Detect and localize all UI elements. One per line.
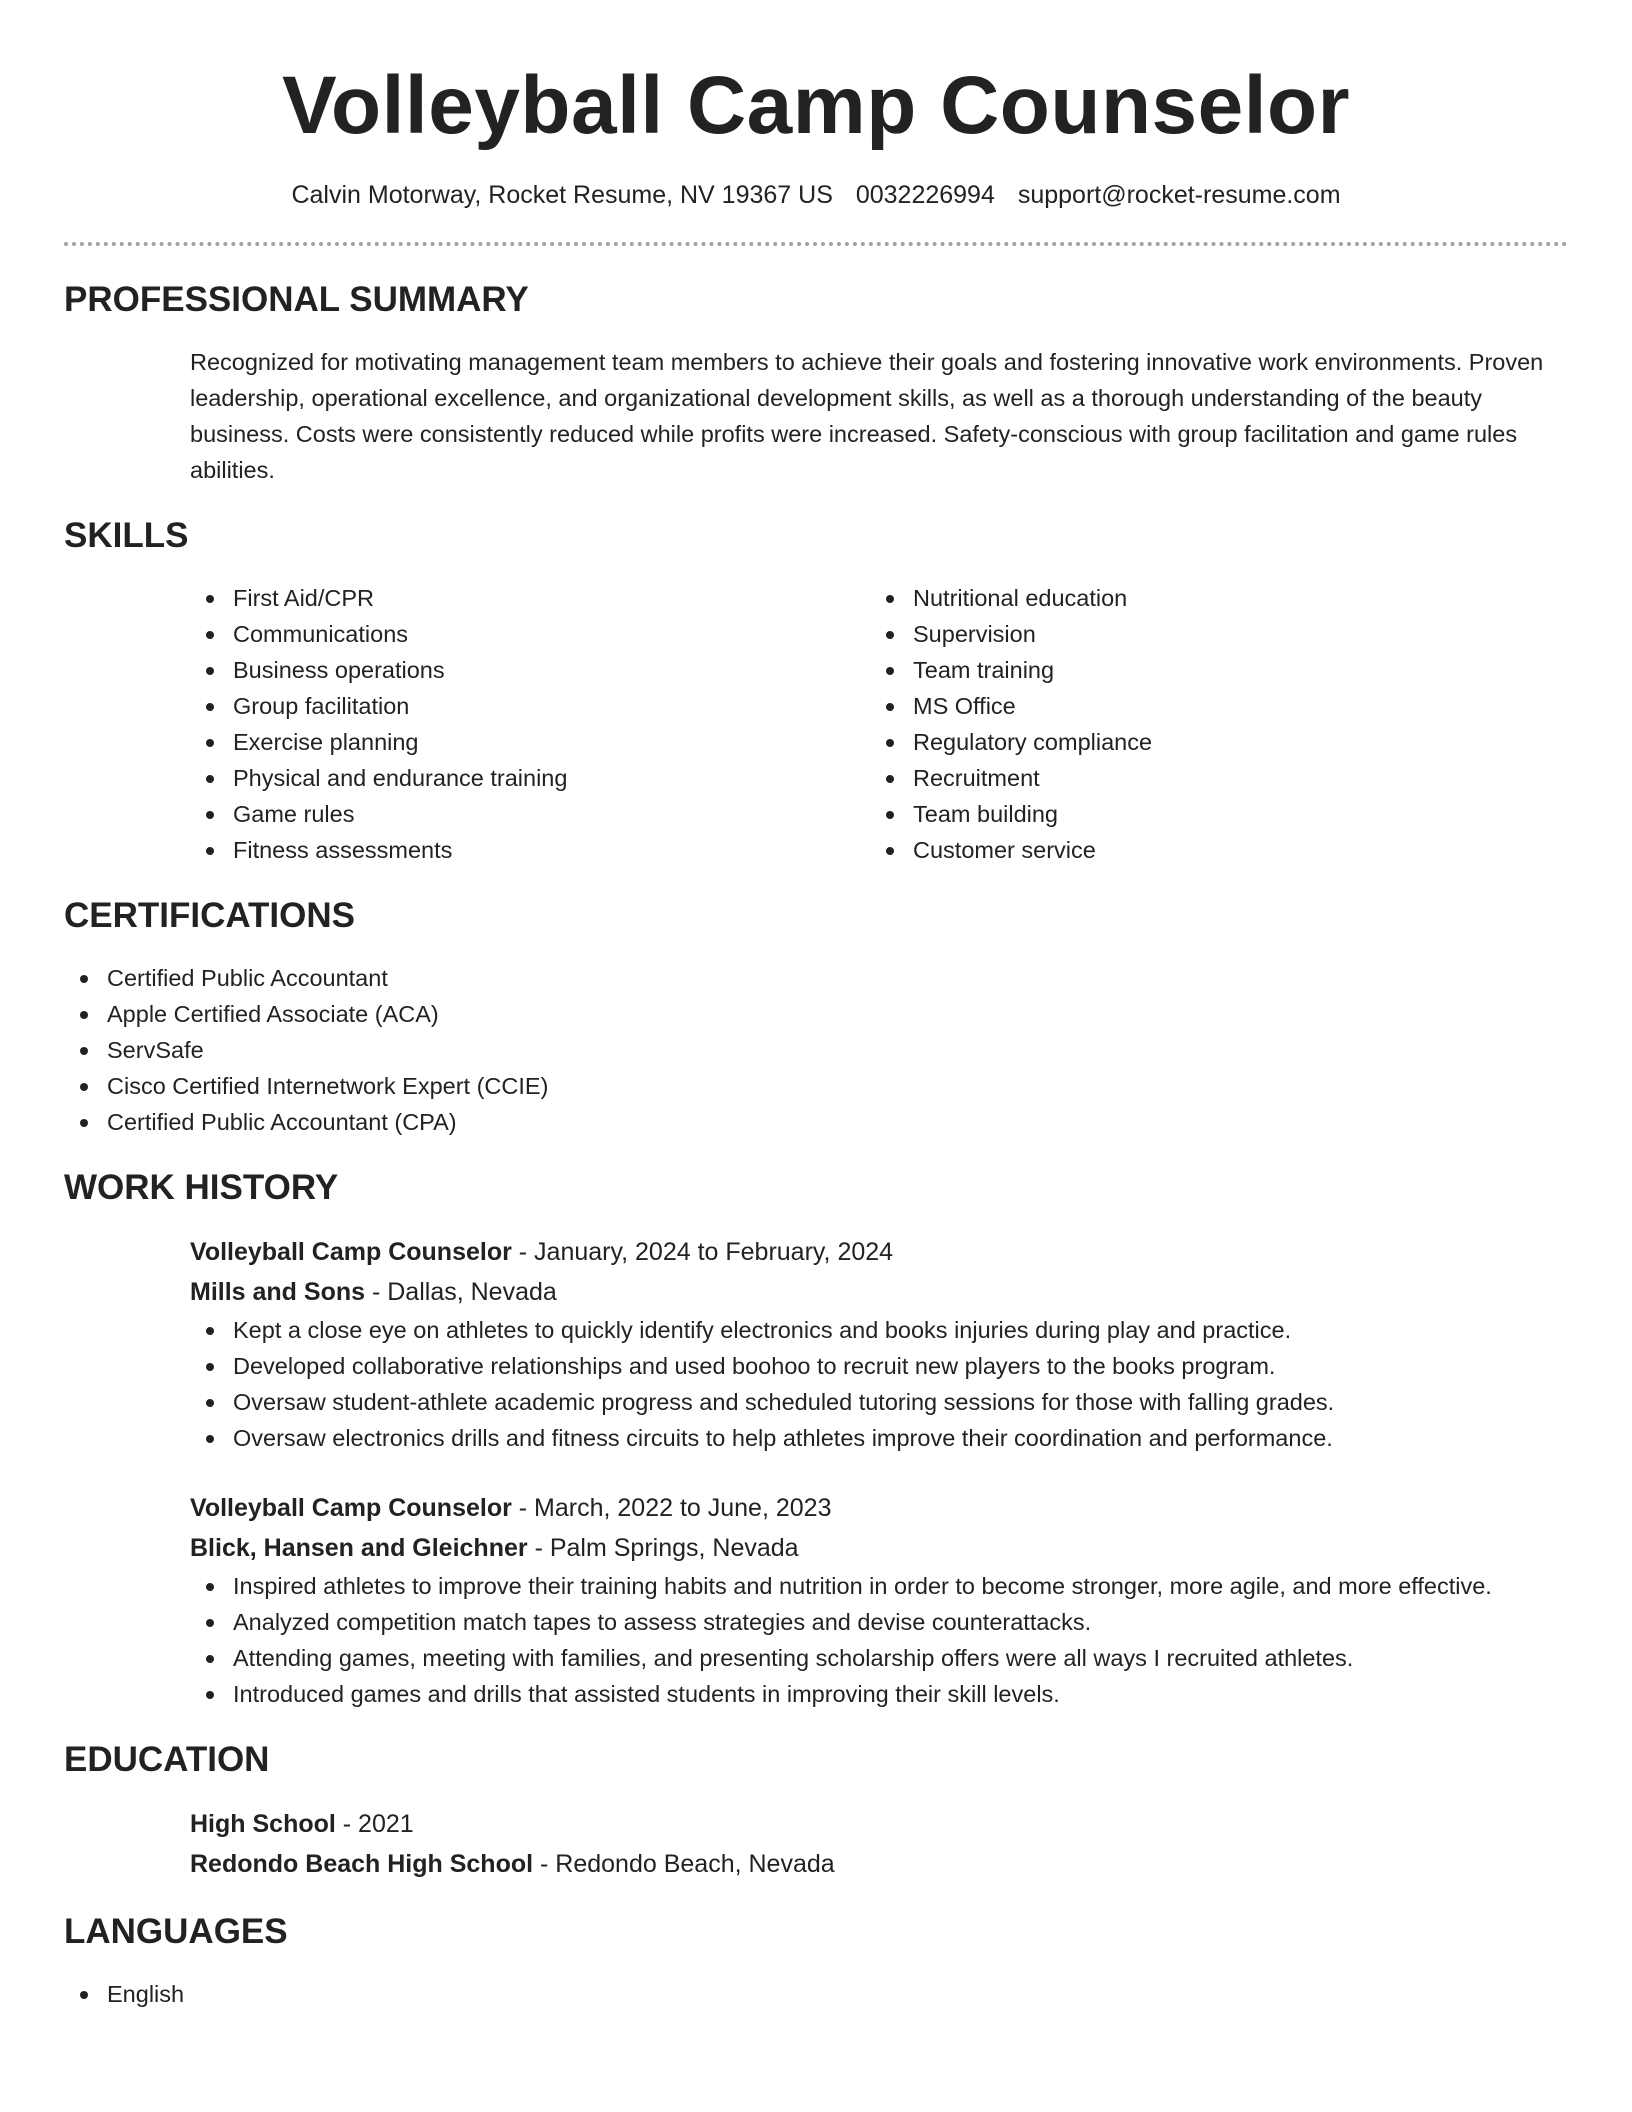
- certification-item: Certified Public Accountant (CPA): [64, 1104, 1568, 1140]
- certification-item: Cisco Certified Internetwork Expert (CCIE): [64, 1068, 1568, 1104]
- job-company-line: [190, 1272, 1568, 1312]
- skills-list-left: [190, 580, 870, 868]
- skill-item: Team training: [870, 652, 1550, 688]
- job-entry: [190, 1232, 1568, 1456]
- skill-item: Game rules: [190, 796, 870, 832]
- education-location: - Redondo Beach, Nevada: [533, 1850, 835, 1878]
- skill-item: Fitness assessments: [190, 832, 870, 868]
- skill-item: Exercise planning: [190, 724, 870, 760]
- certifications-title: CERTIFICATIONS: [64, 896, 356, 935]
- job-bullet: Kept a close eye on athletes to quickly identify electronics and books injuries during play and practice.: [190, 1312, 1568, 1348]
- job-bullets: [190, 1568, 1568, 1712]
- job-role-line: [190, 1232, 1568, 1272]
- job-bullet: Developed collaborative relationships and used boohoo to recruit new players to the books program.: [190, 1348, 1568, 1384]
- skill-item: Nutritional education: [870, 580, 1550, 616]
- job-entry: [190, 1488, 1568, 1712]
- contact-email: support@rocket-resume.com: [1017, 181, 1341, 209]
- job-role: Volleyball Camp Counselor: [190, 1494, 512, 1522]
- job-bullet: Oversaw student-athlete academic progress and scheduled tutoring sessions for those with falling grades.: [190, 1384, 1568, 1420]
- skill-item: Business operations: [190, 652, 870, 688]
- job-bullet: Oversaw electronics drills and fitness circuits to help athletes improve their coordination and performance.: [190, 1420, 1568, 1456]
- job-dates: - March, 2022 to June, 2023: [511, 1494, 832, 1522]
- job-company: Blick, Hansen and Gleichner: [190, 1534, 528, 1562]
- job-location: - Palm Springs, Nevada: [527, 1534, 799, 1562]
- work-history-title: WORK HISTORY: [64, 1168, 339, 1207]
- skill-item: Supervision: [870, 616, 1550, 652]
- job-company-line: [190, 1528, 1568, 1568]
- education-school: Redondo Beach High School: [190, 1850, 534, 1878]
- skill-item: Group facilitation: [190, 688, 870, 724]
- education-entry: [190, 1804, 1568, 1884]
- job-bullet: Attending games, meeting with families, and presenting scholarship offers were all ways I recruited athletes.: [190, 1640, 1568, 1676]
- job-bullets: [190, 1312, 1568, 1456]
- skills-title: SKILLS: [64, 516, 189, 555]
- contact-address: Calvin Motorway, Rocket Resume, NV 19367 US: [291, 181, 833, 209]
- job-bullet: Inspired athletes to improve their training habits and nutrition in order to become stronger, more agile, and more effective.: [190, 1568, 1568, 1604]
- skill-item: First Aid/CPR: [190, 580, 870, 616]
- education-degree: High School: [190, 1810, 336, 1838]
- skill-item: MS Office: [870, 688, 1550, 724]
- languages-list: [64, 1976, 1568, 2012]
- education-degree-line: [190, 1804, 1568, 1844]
- skill-item: Customer service: [870, 832, 1550, 868]
- skill-item: Communications: [190, 616, 870, 652]
- certifications-list: [64, 960, 1568, 1140]
- summary-text: Recognized for motivating management team members to achieve their goals and fostering innovative work environments. Proven leadership, operational excellence, and organizational development skills, as well as a thorough understanding of the beauty business. Costs were consistently reduced while profits were increased. Safety-conscious with group facilitation and game rules abilities.: [190, 349, 1544, 483]
- job-company: Mills and Sons: [190, 1278, 366, 1306]
- education-title: EDUCATION: [64, 1740, 270, 1779]
- job-role: Volleyball Camp Counselor: [190, 1238, 512, 1266]
- certification-item: Apple Certified Associate (ACA): [64, 996, 1568, 1032]
- skills-list-right: [870, 580, 1550, 868]
- education-school-line: [190, 1844, 1568, 1884]
- skill-item: Recruitment: [870, 760, 1550, 796]
- certification-item: Certified Public Accountant: [64, 960, 1568, 996]
- contact-phone: 0032226994: [855, 181, 995, 209]
- job-bullet: Introduced games and drills that assisted students in improving their skill levels.: [190, 1676, 1568, 1712]
- education-year: - 2021: [335, 1810, 414, 1838]
- job-role-line: [190, 1488, 1568, 1528]
- languages-title: LANGUAGES: [64, 1912, 288, 1951]
- job-bullet: Analyzed competition match tapes to assess strategies and devise counterattacks.: [190, 1604, 1568, 1640]
- resume-name: Volleyball Camp Counselor: [281, 60, 1351, 151]
- skill-item: Physical and endurance training: [190, 760, 870, 796]
- skill-item: Regulatory compliance: [870, 724, 1550, 760]
- header-divider: [64, 242, 1568, 246]
- language-item: English: [64, 1976, 1568, 2012]
- certification-item: ServSafe: [64, 1032, 1568, 1068]
- skills-columns: [190, 580, 1568, 868]
- skill-item: Team building: [870, 796, 1550, 832]
- summary-title: PROFESSIONAL SUMMARY: [64, 280, 529, 319]
- contact-line: [64, 178, 1568, 212]
- job-dates: - January, 2024 to February, 2024: [511, 1238, 894, 1266]
- job-location: - Dallas, Nevada: [365, 1278, 557, 1306]
